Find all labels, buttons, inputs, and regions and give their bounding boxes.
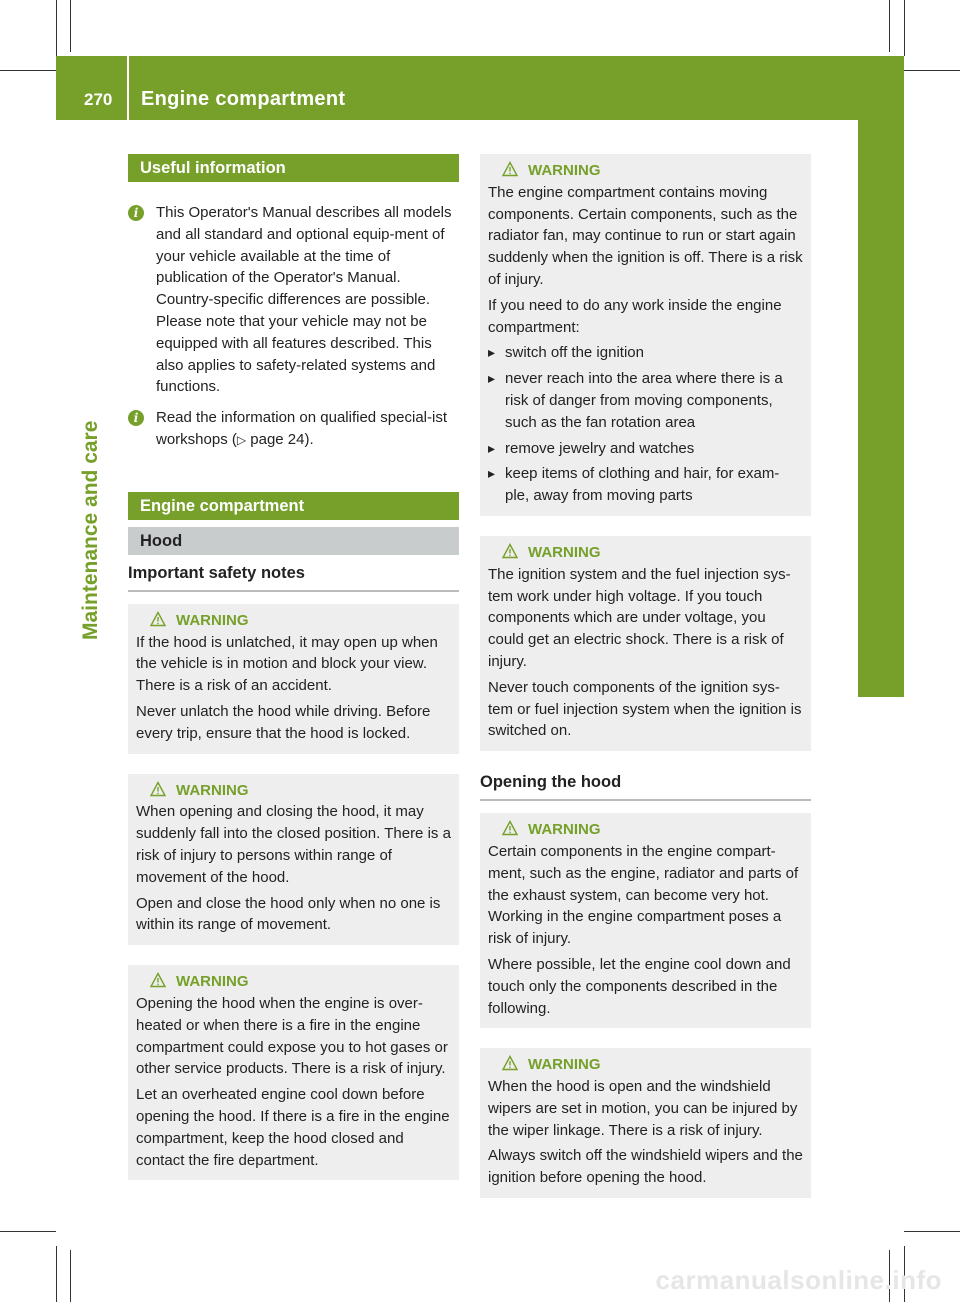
warning-text: Never touch components of the ignition sys-tem or fuel injection system when the ignition is switched on. <box>488 678 802 740</box>
right-column <box>480 154 811 1198</box>
list-item-text: never reach into the area where there is a risk of danger from moving components, such as the fan rotation area <box>505 370 783 431</box>
warning-triangle-icon <box>150 611 166 627</box>
warning-text: Certain components in the engine compart-ment, such as the engine, radiator and parts of the exhaust system, can become very hot. Working in the engine compartment poses a risk of injury. <box>488 842 799 948</box>
page-number: 270 <box>84 90 113 109</box>
heading-important-safety-notes: Important safety notes <box>128 562 459 592</box>
info-text: This Operator's Manual describes all models and all standard and optional equip-ment of your vehicle available at the time of publication of the Operator's Manual. Country-specific differences are possible. Please note that your vehicle may not be equipped with all features described. This also applies to safety-related systems and functions. <box>156 204 452 396</box>
list-item-text: switch off the ignition <box>505 344 644 362</box>
watermark: carmanualsonline.info <box>655 1265 942 1295</box>
bullet-list <box>488 342 803 507</box>
crop-mark <box>56 0 57 56</box>
info-text <box>156 407 459 452</box>
warning-text: When opening and closing the hood, it may suddenly fall into the closed position. There is a risk of injury to persons within range of movement of the hood. <box>136 803 451 886</box>
side-section-label: Maintenance and care <box>79 420 102 640</box>
triangle-bullet-icon: ▸ <box>488 344 496 361</box>
left-column <box>128 154 459 1180</box>
warning-box <box>128 774 459 946</box>
warning-title: WARNING <box>176 611 249 629</box>
crop-mark <box>70 0 71 52</box>
warning-text: Opening the hood when the engine is over-heated or when there is a fire in the engine compartment could expose you to hot gases or other service products. There is a risk of injury. <box>136 994 448 1078</box>
list-item <box>488 342 803 364</box>
crop-mark <box>904 1231 960 1232</box>
warning-box <box>480 1048 811 1198</box>
subsection-heading-hood: Hood <box>128 527 459 555</box>
warning-title: WARNING <box>528 162 601 179</box>
header-divider <box>127 56 129 120</box>
warning-title: WARNING <box>528 1056 601 1074</box>
warning-box <box>128 965 459 1180</box>
triangle-bullet-icon: ▸ <box>488 439 496 456</box>
warning-header <box>136 610 451 632</box>
warning-box <box>480 536 811 751</box>
crop-mark <box>904 0 905 56</box>
warning-box <box>128 604 459 754</box>
heading-opening-the-hood: Opening the hood <box>480 771 811 801</box>
warning-text: If the hood is unlatched, it may open up when the vehicle is in motion and block your view. There is a risk of an accident. <box>136 633 438 695</box>
list-item-text: keep items of clothing and hair, for exam-ple, away from moving parts <box>505 465 780 505</box>
warning-text: The engine compartment contains moving components. Certain components, such as the radiator fan, may continue to run or start again suddenly when the ignition is off. There is a risk of injury. <box>488 183 803 288</box>
warning-triangle-icon <box>150 972 166 988</box>
list-item <box>488 438 803 460</box>
warning-text: If you need to do any work inside the engine compartment: <box>488 296 782 336</box>
page-reference-link[interactable]: page 24). <box>246 430 314 448</box>
chapter-title: Engine compartment <box>141 88 346 110</box>
warning-triangle-icon <box>502 543 518 559</box>
warning-box <box>480 154 811 516</box>
warning-title: WARNING <box>528 543 601 561</box>
side-tab <box>858 120 904 697</box>
warning-title: WARNING <box>176 781 249 799</box>
warning-triangle-icon <box>502 1055 518 1071</box>
page-reference-arrow-icon: ▷ <box>236 432 247 447</box>
triangle-bullet-icon: ▸ <box>488 465 496 482</box>
warning-header <box>488 819 803 841</box>
crop-mark <box>904 70 960 71</box>
warning-header <box>488 542 803 564</box>
list-item <box>488 368 803 433</box>
section-heading-engine-compartment: Engine compartment <box>128 492 459 520</box>
warning-triangle-icon <box>502 161 518 177</box>
warning-box <box>480 813 811 1028</box>
warning-text: The ignition system and the fuel injection sys-tem work under high voltage. If you touch components which are under voltage, you could get an electric shock. There is a risk of injury. <box>488 565 791 670</box>
warning-text: Always switch off the windshield wipers and the ignition before opening the hood. <box>488 1147 803 1187</box>
warning-title: WARNING <box>528 821 601 839</box>
warning-triangle-icon <box>502 820 518 836</box>
info-icon: i <box>128 205 144 221</box>
list-item <box>488 463 803 507</box>
warning-text: Never unlatch the hood while driving. Before every trip, ensure that the hood is locked. <box>136 702 431 742</box>
triangle-bullet-icon: ▸ <box>488 370 496 387</box>
warning-text: Let an overheated engine cool down before opening the hood. If there is a fire in the engine compartment, keep the hood closed and contact the fire department. <box>136 1086 450 1169</box>
warning-header <box>136 780 451 802</box>
info-note <box>128 202 459 398</box>
warning-header <box>488 1054 803 1076</box>
crop-mark <box>889 0 890 52</box>
section-heading-useful-information: Useful information <box>128 154 459 182</box>
crop-mark <box>56 1246 57 1302</box>
info-note <box>128 407 459 452</box>
warning-header <box>488 160 803 182</box>
crop-mark <box>0 70 56 71</box>
info-text-part: Read the information on qualified special-ist workshops ( <box>156 409 447 448</box>
crop-mark <box>70 1250 71 1302</box>
warning-triangle-icon <box>150 781 166 797</box>
list-item-text: remove jewelry and watches <box>505 439 695 457</box>
warning-text: Where possible, let the engine cool down and touch only the components described in the following. <box>488 955 791 1017</box>
info-icon: i <box>128 410 144 426</box>
warning-text: Open and close the hood only when no one is within its range of movement. <box>136 894 441 934</box>
crop-mark <box>0 1231 56 1232</box>
warning-header <box>136 971 451 993</box>
warning-title: WARNING <box>176 973 249 991</box>
warning-text: When the hood is open and the windshield wipers are set in motion, you can be injured by the wiper linkage. There is a risk of injury. <box>488 1078 798 1139</box>
